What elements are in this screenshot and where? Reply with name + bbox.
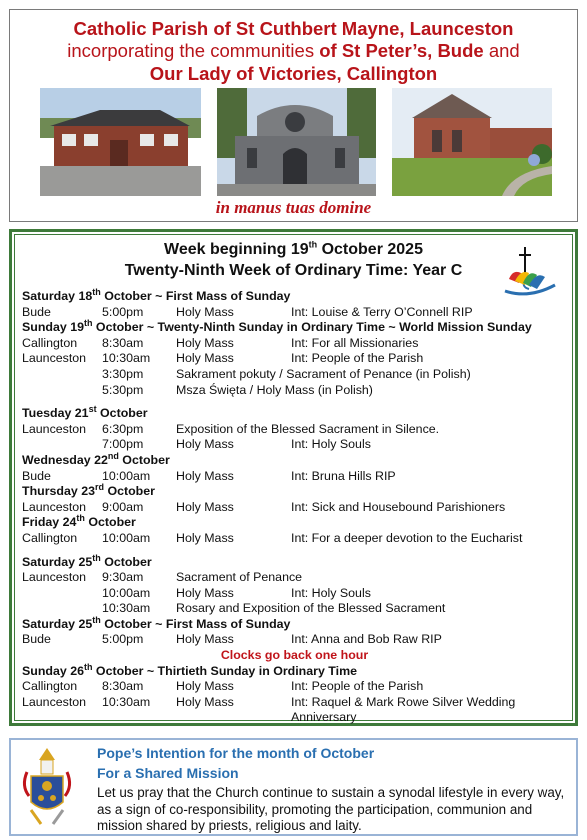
schedule-row: Launceston 9:00am Holy Mass Int: Sick and Housebound Parishioners [22, 499, 506, 514]
popes-intention-subtitle: For a Shared Mission [97, 765, 239, 781]
schedule-row: 5:30pm Msza Święta / Holy Mass (in Polish) [102, 382, 373, 397]
papal-coat-of-arms-icon [17, 746, 77, 832]
day-heading: Saturday 25th October ~ First Mass of Sunday [22, 614, 291, 631]
day-heading: Tuesday 21st October [22, 404, 148, 421]
schedule-row: Launceston 9:30am Sacrament of Penance [22, 570, 303, 585]
popes-intention-text: Let us pray that the Church continue to sustain a synodal lifestyle in every way, as a sign of co-responsibility, promoting the participation, communion and mission shared by priests, religious and laity. [97, 785, 565, 833]
day-heading: Saturday 25th October [22, 552, 152, 569]
church-photo-launceston [40, 88, 201, 196]
schedule-row: Callington 8:30am Holy Mass Int: For all Missionaries [22, 335, 419, 350]
popes-intention-title: Pope’s Intention for the month of October [97, 745, 375, 761]
parish-communities-line: incorporating the communities of St Peter’s, Bude and [67, 40, 520, 61]
schedule-row: Bude 5:00pm Holy Mass Int: Anna and Bob Raw RIP [22, 632, 442, 647]
schedule-row: 10:30am Rosary and Exposition of the Blessed Sacrament [102, 601, 446, 616]
day-heading: Wednesday 22nd October [22, 450, 170, 467]
schedule-row: Launceston 10:30am Holy Mass Int: People of the Parish [22, 351, 424, 366]
church-photo-callington [392, 88, 552, 196]
day-heading: Friday 24th October [22, 513, 136, 530]
day-heading: Sunday 19th October ~ Twenty-Ninth Sunday in Ordinary Time ~ World Mission Sunday [22, 318, 532, 335]
clocks-notice: Clocks go back one hour [220, 648, 369, 663]
schedule-row: Callington 10:00am Holy Mass Int: For a deeper devotion to the Eucharist [22, 530, 523, 545]
schedule-row: 3:30pm Sakrament pokuty / Sacrament of Penance (in Polish) [102, 366, 471, 381]
popes-intention-box [9, 738, 578, 836]
week-title: Week beginning 19th October 2025 [164, 239, 423, 258]
liturgical-week: Twenty-Ninth Week of Ordinary Time: Year C [124, 262, 463, 279]
schedule-row: Callington 8:30am Holy Mass Int: People of the Parish [22, 679, 424, 694]
mass-schedule [14, 234, 573, 725]
schedule-row: Bude 10:00am Holy Mass Int: Bruna Hills RIP [22, 468, 396, 483]
schedule-row: Launceston 10:30am Holy Mass Int: Raquel & Mark Rowe Silver Wedding Anniversary [22, 694, 516, 725]
schedule-row: 7:00pm Holy Mass Int: Holy Souls [102, 437, 371, 452]
spacer [22, 547, 567, 555]
spacer [22, 398, 567, 406]
parish-motto: in manus tuas domine [215, 198, 372, 217]
schedule-row: 10:00am Holy Mass Int: Holy Souls [102, 585, 371, 600]
schedule-list [22, 286, 567, 726]
mass-schedule-frame [9, 229, 578, 726]
schedule-row: Bude 5:00pm Holy Mass Int: Louise & Terry O’Connell RIP [22, 304, 473, 319]
parish-callington-line: Our Lady of Victories, Callington [149, 63, 438, 84]
schedule-row: Launceston 6:30pm Exposition of the Blessed Sacrament in Silence. [22, 421, 440, 436]
parish-name: Catholic Parish of St Cuthbert Mayne, Launceston [73, 18, 514, 39]
parish-header [9, 9, 578, 222]
day-heading: Sunday 26th October ~ Thirtieth Sunday in Ordinary Time [22, 661, 357, 678]
church-photo-bude [217, 88, 376, 196]
day-heading: Thursday 23rd October [22, 482, 155, 499]
day-heading: Saturday 18th October ~ First Mass of Sunday [22, 286, 291, 303]
